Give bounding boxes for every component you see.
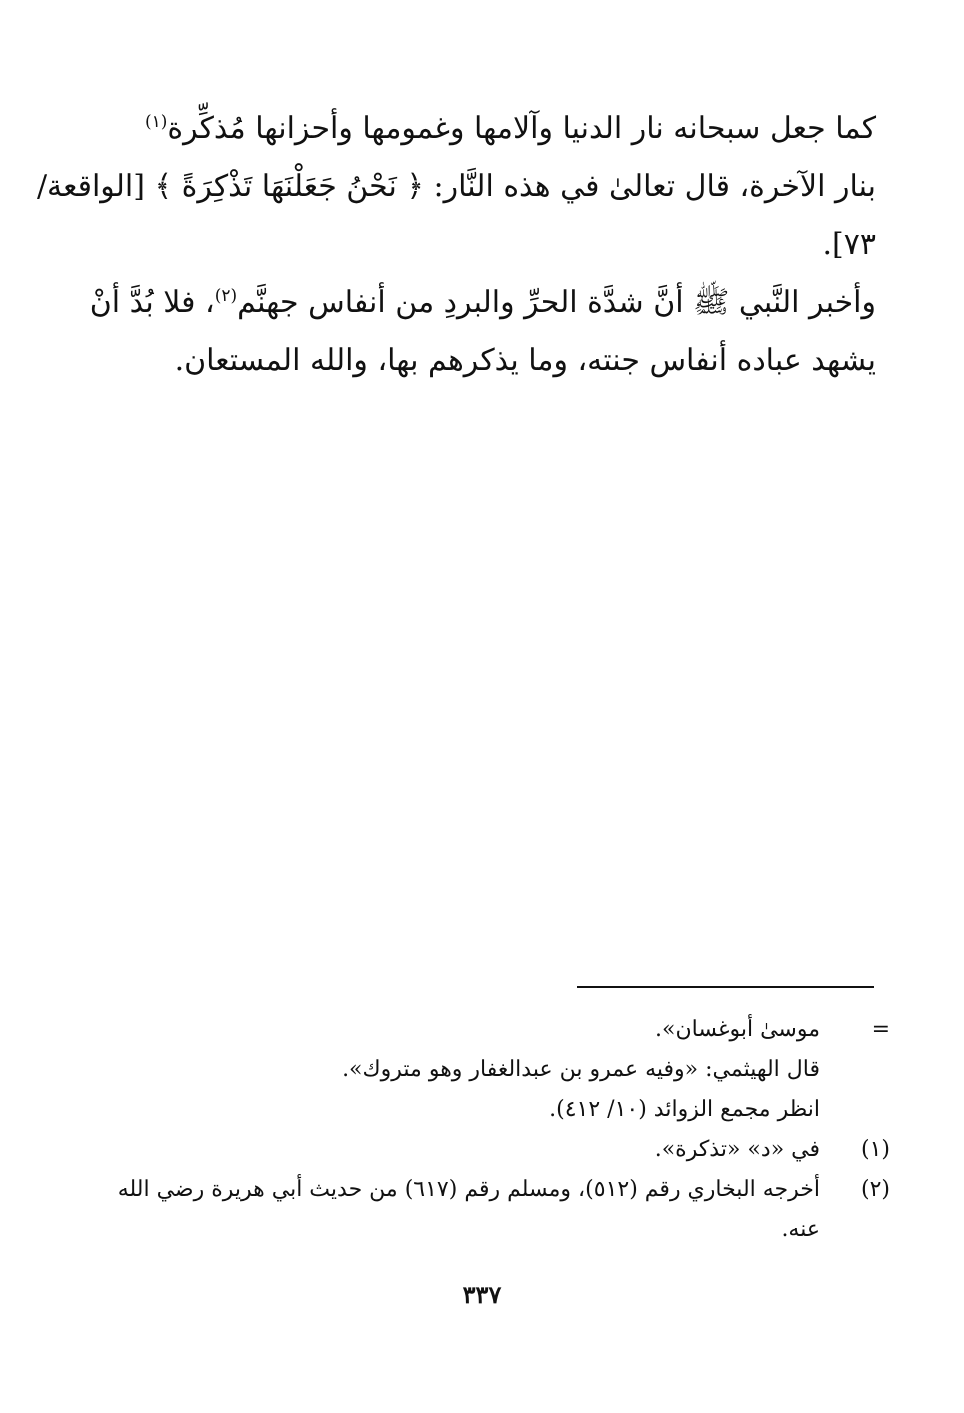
footnote-ref-2: (٢): [214, 286, 238, 306]
footnote-marker: (١): [860, 1137, 890, 1162]
paragraph-1-line-1: [86, 100, 876, 158]
quran-citation: [الواقعة/: [36, 169, 155, 204]
footnote-marker: (٢): [860, 1177, 890, 1202]
footnote-continuation-3: [60, 1090, 890, 1130]
footnote-2: [60, 1170, 890, 1210]
footnote-continuation-2: [60, 1050, 890, 1090]
footnote-ref-1: (١): [144, 112, 168, 132]
footnote-text-continuation: عنه.: [781, 1217, 820, 1242]
paragraph-1-line-1-text: كما جعل سبحانه نار الدنيا وآلامها وغمومها وأحزانها مُذكِّرة: [167, 111, 876, 146]
paragraph-2-line-1-text: وأخبر النَّبي ﷺ أنَّ شدَّة الحرِّ والبردِ من أنفاس جهنَّم: [237, 285, 876, 320]
continuation-line: انظر مجمع الزوائد (١٠/ ٤١٢).: [549, 1097, 820, 1122]
footnote-text: أخرجه البخاري رقم (٥١٢)، ومسلم رقم (٦١٧) من حديث أبي هريرة رضي الله: [117, 1177, 820, 1202]
paragraph-2-line-1-tail: ، فلا بُدَّ أنْ: [89, 285, 215, 320]
paragraph-1-line-2: [36, 158, 876, 216]
footnote-2-continuation: [60, 1210, 890, 1250]
paragraph-2-line-2: يشهد عباده أنفاس جنته، وما يذكرهم بها، والله المستعان.: [174, 343, 876, 378]
page-number: ٣٣٧: [462, 1280, 502, 1309]
continuation-marker: =: [871, 1017, 890, 1042]
footnotes: [60, 1010, 890, 1250]
footnote-continuation-1: [60, 1010, 890, 1050]
continuation-line: موسىٰ أبوغسان».: [655, 1017, 820, 1042]
footnote-1: [60, 1130, 890, 1170]
paragraph-2: [86, 274, 876, 390]
paragraph-1-line-3: ٧٣].: [822, 227, 876, 262]
quran-quote: ﴿ نَحْنُ جَعَلْنَهَا تَذْكِرَةً ﴾: [154, 169, 424, 204]
paragraph-1: [36, 100, 876, 262]
footnote-text: في «د» «تذكرة».: [654, 1137, 820, 1162]
paragraph-2-line-1: [86, 274, 876, 332]
continuation-line: قال الهيثمي: «وفيه عمرو بن عبدالغفار وهو متروك».: [342, 1057, 820, 1082]
paragraph-1-line-2-text: بنار الآخرة، قال تعالىٰ في هذه النَّار:: [423, 169, 876, 204]
main-text: [36, 100, 876, 390]
footnote-separator: [577, 986, 874, 988]
